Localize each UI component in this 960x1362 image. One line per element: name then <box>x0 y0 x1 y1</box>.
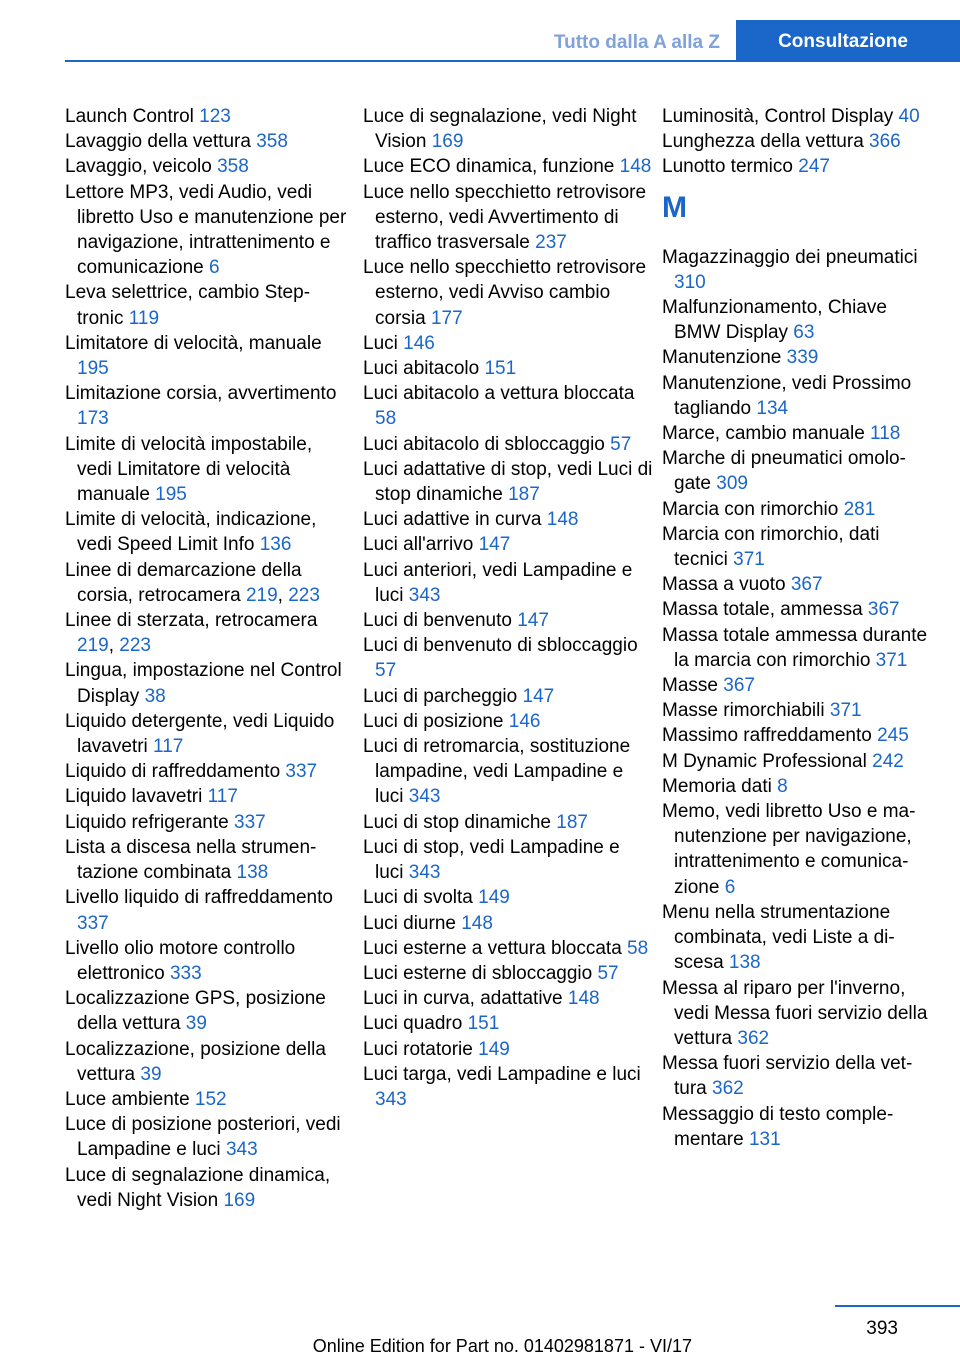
index-entry <box>662 295 932 345</box>
page-reference-link[interactable]: 146 <box>508 710 541 732</box>
index-entry-text: Luminosità, Control Display <box>662 106 899 127</box>
index-entry-text: Luci di svolta <box>363 887 479 909</box>
index-entry <box>363 1062 653 1112</box>
index-entry <box>363 734 653 810</box>
index-entry <box>65 658 350 708</box>
index-entry-text: Massa a vuoto <box>662 574 791 596</box>
index-entry <box>662 371 932 421</box>
index-entry <box>363 885 653 910</box>
index-entry <box>662 522 932 572</box>
page-reference-link[interactable]: 237 <box>535 232 567 254</box>
index-entry-text: Marcia con rimorchio, dati tecnici <box>662 523 880 571</box>
index-entry <box>363 1011 653 1036</box>
index-entry <box>65 331 350 381</box>
index-entry-text: Massimo raffreddamento <box>662 725 878 747</box>
page-reference-link[interactable]: 367 <box>723 675 755 697</box>
index-entry-text: Luci di stop dinamiche <box>363 811 557 833</box>
index-entry-text: Lettore MP3, vedi Audio, vedi libretto Uso e manutenzione per navigazione, intrattenimento e comunicazione <box>65 181 347 279</box>
page-reference-link[interactable]: 149 <box>478 1038 510 1060</box>
index-entry-text: Linee di demarcazione della corsia, retrocamera <box>65 559 302 606</box>
page-reference-link[interactable]: 173 <box>77 408 109 430</box>
index-entry <box>65 1087 350 1112</box>
index-entry-text: Luce di posizione posteriori, vedi Lampadine e luci <box>65 1114 341 1161</box>
index-entry-text: Magazzinaggio dei pneumatici <box>662 246 918 268</box>
page-reference-link[interactable]: 362 <box>712 1078 744 1100</box>
index-entry-text: Messaggio di testo complementare <box>662 1103 894 1150</box>
index-entry-text: Luce nello specchietto retrovisore esterno, vedi Avviso cambio corsia <box>363 257 647 329</box>
page-reference-link[interactable]: 149 <box>478 887 510 909</box>
index-entry <box>363 558 653 608</box>
index-entry <box>363 1037 653 1062</box>
index-entry-text: Limitatore di velocità, manuale <box>65 332 322 354</box>
index-entry <box>363 356 653 381</box>
page-reference-link[interactable]: 187 <box>508 484 540 506</box>
index-entry-text: Menu nella strumentazione combinata, vedi Liste a discesa <box>662 901 895 974</box>
page-reference-link[interactable]: 177 <box>430 307 463 329</box>
index-entry-text: Luci diurne <box>363 912 462 934</box>
index-entry-text: Luci adattative di stop, vedi Luci di stop dinamiche <box>363 458 653 506</box>
index-entry <box>662 597 932 622</box>
footer-rule <box>835 1305 960 1307</box>
page-reference-link[interactable]: 337 <box>77 912 109 934</box>
index-entry-text: Luci anteriori, vedi Lampadine e luci <box>363 559 633 606</box>
index-entry-text: Launch Control <box>65 106 200 127</box>
index-entry <box>65 608 350 658</box>
page-reference-link[interactable]: 343 <box>408 862 441 884</box>
page-reference-link[interactable]: 146 <box>403 332 435 354</box>
index-entry <box>65 885 350 935</box>
page-reference-link[interactable]: 148 <box>619 156 652 178</box>
index-entry-text: Manutenzione, vedi Prossimo tagliando <box>662 372 912 419</box>
index-entry-text: Masse <box>662 675 724 697</box>
index-entry <box>65 810 350 835</box>
page-reference-link[interactable]: 358 <box>256 131 288 153</box>
index-entry <box>662 900 932 976</box>
index-entry <box>662 345 932 370</box>
page-reference-link[interactable]: 138 <box>728 952 761 974</box>
page-reference-link[interactable]: 39 <box>185 1013 207 1035</box>
index-entry-text: Luci abitacolo <box>363 358 485 380</box>
edition-footer: Online Edition for Part no. 01402981871 - VI/17 <box>312 1336 692 1356</box>
index-entry <box>662 774 932 799</box>
index-entry <box>363 810 653 835</box>
page-number: 393 <box>866 1318 898 1339</box>
index-entry <box>363 684 653 709</box>
index-entry <box>662 572 932 597</box>
page-reference-link[interactable]: 339 <box>786 347 819 369</box>
index-entry-text: Lavaggio della vettura <box>65 131 257 153</box>
index-entry-text: Luci di parcheggio <box>363 685 523 707</box>
index-entry-text: Luci di benvenuto di sbloccaggio <box>363 635 638 657</box>
page-reference-link[interactable]: 148 <box>567 988 600 1010</box>
page-reference-link[interactable]: 223 <box>288 584 320 606</box>
index-entry-text: Luce di segnalazione dinamica, vedi Night Vision <box>65 1164 331 1211</box>
index-entry-text: Liquido di raffreddamento <box>65 761 286 783</box>
page-reference-link[interactable]: 148 <box>461 912 493 934</box>
index-entry <box>363 457 653 507</box>
index-entry-text: Luci <box>363 332 404 354</box>
index-entry-text: Limite di velocità, indicazione, vedi Speed Limit Info <box>65 509 317 556</box>
index-entry-text: Memo, vedi libretto Uso e manutenzione per navigazione, intrattenimento e comunicazione <box>662 801 916 898</box>
page-reference-link[interactable]: 195 <box>77 358 109 380</box>
page-reference-link[interactable]: 8 <box>777 775 788 797</box>
index-entry-text: Localizzazione, posizione della vettura <box>65 1038 326 1085</box>
index-entry-text: Messa al riparo per l'inverno, vedi Messa fuori servizio della vettura <box>662 977 928 1049</box>
index-entry-text: Limite di velocità impostabile, vedi Limitatore di velocità manuale <box>65 433 313 506</box>
page-reference-link[interactable]: 58 <box>627 937 649 959</box>
page-reference-link[interactable]: 371 <box>875 649 908 671</box>
index-entry <box>363 633 653 683</box>
index-entry-text: Limitazione corsia, avvertimento <box>65 383 337 405</box>
page-reference-link[interactable]: 195 <box>155 484 187 506</box>
page-reference-link[interactable]: 57 <box>597 962 619 984</box>
index-entry <box>662 976 932 1052</box>
page-reference-link[interactable]: 337 <box>234 811 266 833</box>
index-entry <box>363 255 653 331</box>
page-reference-link[interactable]: 366 <box>869 131 901 153</box>
index-entry <box>65 709 350 759</box>
page-reference-link[interactable]: 136 <box>259 534 292 556</box>
index-entry <box>65 558 350 608</box>
index-column-3 <box>662 104 932 1152</box>
index-entry-text: Luci abitacolo a vettura bloccata <box>363 383 635 405</box>
index-entry-text: Luci all'arrivo <box>363 534 479 556</box>
index-entry <box>363 911 653 936</box>
page-reference-link[interactable]: 6 <box>209 257 220 279</box>
page-reference-link[interactable]: 39 <box>140 1063 162 1085</box>
page-reference-link[interactable]: 58 <box>375 408 397 430</box>
index-entry-text: Luci esterne a vettura bloccata <box>363 937 628 959</box>
index-entry-text: Malfunzionamento, Chiave BMW Display <box>662 297 887 344</box>
page-reference-link[interactable]: 343 <box>408 786 441 808</box>
chapter-tab: Consultazione <box>736 20 960 62</box>
index-entry <box>662 749 932 774</box>
index-entry <box>662 799 932 900</box>
index-entry-text: Leva selettrice, cambio Steptronic <box>65 282 311 329</box>
page-reference-link[interactable]: 152 <box>194 1088 227 1110</box>
page-reference-link[interactable]: 310 <box>674 271 706 293</box>
page-reference-link[interactable]: 223 <box>119 635 151 657</box>
index-entry <box>363 532 653 557</box>
index-entry <box>65 381 350 431</box>
page-reference-link[interactable]: 245 <box>877 725 909 747</box>
index-entry-text: Liquido refrigerante <box>65 811 234 833</box>
index-entry-text: Localizzazione GPS, posizione della vettura <box>65 988 326 1035</box>
page-reference-link[interactable]: 131 <box>748 1128 781 1150</box>
page-reference-link[interactable]: 134 <box>756 397 789 419</box>
page-reference-link[interactable]: 147 <box>522 685 555 707</box>
index-entry-text: Lista a discesa nella strumentazione combinata <box>65 836 317 884</box>
index-entry-text: Luci targa, vedi Lampadine e luci <box>363 1063 641 1085</box>
index-entry-text: Luce di segnalazione, vedi Night Vision <box>363 106 637 153</box>
page-reference-link[interactable]: 169 <box>223 1189 256 1211</box>
page-reference-link[interactable]: 147 <box>517 610 549 632</box>
page-reference-link[interactable]: 138 <box>236 862 269 884</box>
index-entry-text: Luce ECO dinamica, funzione <box>363 156 620 178</box>
index-entry-text: Luci di stop, vedi Lampadine e luci <box>363 836 620 884</box>
index-entry-text: Luci quadro <box>363 1013 468 1035</box>
index-entry <box>363 432 653 457</box>
page-reference-link[interactable]: 151 <box>467 1013 500 1035</box>
index-entry <box>662 245 932 295</box>
index-entry <box>65 180 350 281</box>
index-entry <box>662 698 932 723</box>
page-reference-link[interactable]: 337 <box>285 761 318 783</box>
index-entry <box>65 507 350 557</box>
index-entry <box>662 673 932 698</box>
page-reference-link[interactable]: 147 <box>478 534 511 556</box>
index-entry <box>363 961 653 986</box>
page-reference-link[interactable]: 123 <box>199 106 231 127</box>
index-entry <box>363 331 653 356</box>
page-reference-link[interactable]: 119 <box>128 307 160 329</box>
index-entry <box>65 986 350 1036</box>
index-entry <box>65 835 350 885</box>
index-entry-text: Luci rotatorie <box>363 1038 479 1060</box>
page-reference-link[interactable]: 40 <box>898 106 920 127</box>
index-entry-text: Luce ambiente <box>65 1088 195 1110</box>
index-entry-text: Luci in curva, adattative <box>363 988 568 1010</box>
index-entry-text: Linee di sterzata, retrocamera <box>65 610 318 632</box>
index-entry <box>65 280 350 330</box>
page-reference-link[interactable]: 309 <box>716 473 748 495</box>
page-reference-link[interactable]: 57 <box>375 660 397 682</box>
index-entry <box>662 421 932 446</box>
page-reference-link[interactable]: 358 <box>217 156 249 178</box>
index-entry-text: Liquido lavavetri <box>65 786 208 808</box>
index-entry-text: Massa totale, ammessa <box>662 599 868 621</box>
index-entry <box>662 723 932 748</box>
index-entry <box>65 759 350 784</box>
page-reference-link[interactable]: 281 <box>843 498 876 520</box>
index-entry-text: Luci adattive in curva <box>363 509 547 531</box>
index-entry <box>363 835 653 885</box>
index-entry-text: Manutenzione <box>662 347 787 369</box>
section-title: Tutto dalla A alla Z <box>553 32 720 53</box>
index-entry <box>363 381 653 431</box>
index-entry <box>662 1102 932 1152</box>
index-column-1 <box>65 104 350 1213</box>
index-entry <box>65 1112 350 1162</box>
index-entry-text: Luci abitacolo di sbloccaggio <box>363 433 611 455</box>
page-reference-link[interactable]: 371 <box>733 549 765 571</box>
index-entry <box>662 1051 932 1101</box>
index-entry <box>65 784 350 809</box>
page-reference-link[interactable]: 38 <box>144 685 166 707</box>
page-reference-link[interactable]: 219 <box>245 584 278 606</box>
page-reference-link[interactable]: 247 <box>798 156 830 178</box>
index-entry-text: Lavaggio, veicolo <box>65 156 218 178</box>
index-entry <box>662 154 932 179</box>
index-entry <box>65 432 350 508</box>
index-entry-text: Marce, cambio manuale <box>662 423 871 445</box>
index-entry-text: Lingua, impostazione nel Control Display <box>65 660 342 707</box>
page-reference-link[interactable]: 63 <box>793 322 815 344</box>
page-reference-link[interactable]: 6 <box>724 876 736 898</box>
index-entry-text: Livello liquido di raffreddamento <box>65 887 333 909</box>
index-entry <box>363 608 653 633</box>
index-entry <box>65 104 350 129</box>
page-reference-link[interactable]: 242 <box>872 750 904 772</box>
page-reference-link[interactable]: 151 <box>484 358 517 380</box>
index-entry-text: Luce nello specchietto retrovisore esterno, vedi Avvertimento di traffico trasversale <box>363 181 647 254</box>
index-entry <box>662 129 932 154</box>
page-reference-link[interactable]: 343 <box>375 1088 407 1110</box>
index-entry <box>363 936 653 961</box>
index-entry <box>65 1037 350 1087</box>
page-reference-link[interactable]: 169 <box>431 131 464 153</box>
index-entry <box>363 154 653 179</box>
index-column-2 <box>363 104 653 1112</box>
page-reference-link[interactable]: 333 <box>169 962 202 984</box>
index-entry-text: Messa fuori servizio della vettura <box>662 1053 913 1100</box>
index-entry-text: Luci di retromarcia, sostituzione lampadine, vedi Lampadine e luci <box>363 736 631 808</box>
index-entry <box>662 104 932 129</box>
index-entry <box>662 446 932 496</box>
index-entry <box>363 709 653 734</box>
page-reference-link[interactable]: 117 <box>207 786 238 808</box>
page-reference-link[interactable]: 219 <box>77 635 109 657</box>
index-letter-heading: M <box>662 190 687 224</box>
index-entry-separator: , <box>277 584 289 606</box>
index-entry-text: Luci esterne di sbloccaggio <box>363 962 598 984</box>
index-entry-text: Lunotto termico <box>662 156 799 178</box>
index-entry-text: Luci di benvenuto <box>363 610 518 632</box>
index-entry-separator: , <box>108 635 120 657</box>
index-entry <box>363 104 653 154</box>
index-entry-text: Lunghezza della vettura <box>662 131 870 153</box>
index-entry <box>363 986 653 1011</box>
page-reference-link[interactable]: 343 <box>408 584 441 606</box>
index-entry <box>363 507 653 532</box>
page-reference-link[interactable]: 371 <box>829 700 862 722</box>
index-entry-text: Massa totale ammessa durante la marcia con rimorchio <box>662 624 928 671</box>
page-reference-link[interactable]: 118 <box>870 423 901 445</box>
page-reference-link[interactable]: 362 <box>737 1027 770 1049</box>
index-entry-text: Liquido detergente, vedi Liquido lavavetri <box>65 710 335 758</box>
index-entry-text: Livello olio motore controllo elettronico <box>65 937 296 984</box>
page-reference-link[interactable]: 343 <box>225 1139 258 1161</box>
index-entry-text: Memoria dati <box>662 775 778 797</box>
index-entry <box>363 180 653 256</box>
index-entry-text: Luci di posizione <box>363 710 509 732</box>
page-reference-link[interactable]: 117 <box>153 736 184 758</box>
index-entry-text: Marcia con rimorchio <box>662 498 844 520</box>
page-reference-link[interactable]: 148 <box>546 509 579 531</box>
page-reference-link[interactable]: 367 <box>790 574 823 596</box>
index-entry <box>65 1163 350 1213</box>
index-entry <box>662 623 932 673</box>
index-entry-text: Masse rimorchiabili <box>662 700 830 722</box>
index-entry <box>65 154 350 179</box>
index-entry-text: M Dynamic Professional <box>662 750 873 772</box>
page-reference-link[interactable]: 367 <box>867 599 900 621</box>
index-entry <box>662 497 932 522</box>
index-entry <box>65 936 350 986</box>
page-reference-link[interactable]: 57 <box>610 433 632 455</box>
page-reference-link[interactable]: 187 <box>556 811 588 833</box>
index-entry-text: Marche di pneumatici omologate <box>662 448 906 495</box>
index-entry <box>65 129 350 154</box>
